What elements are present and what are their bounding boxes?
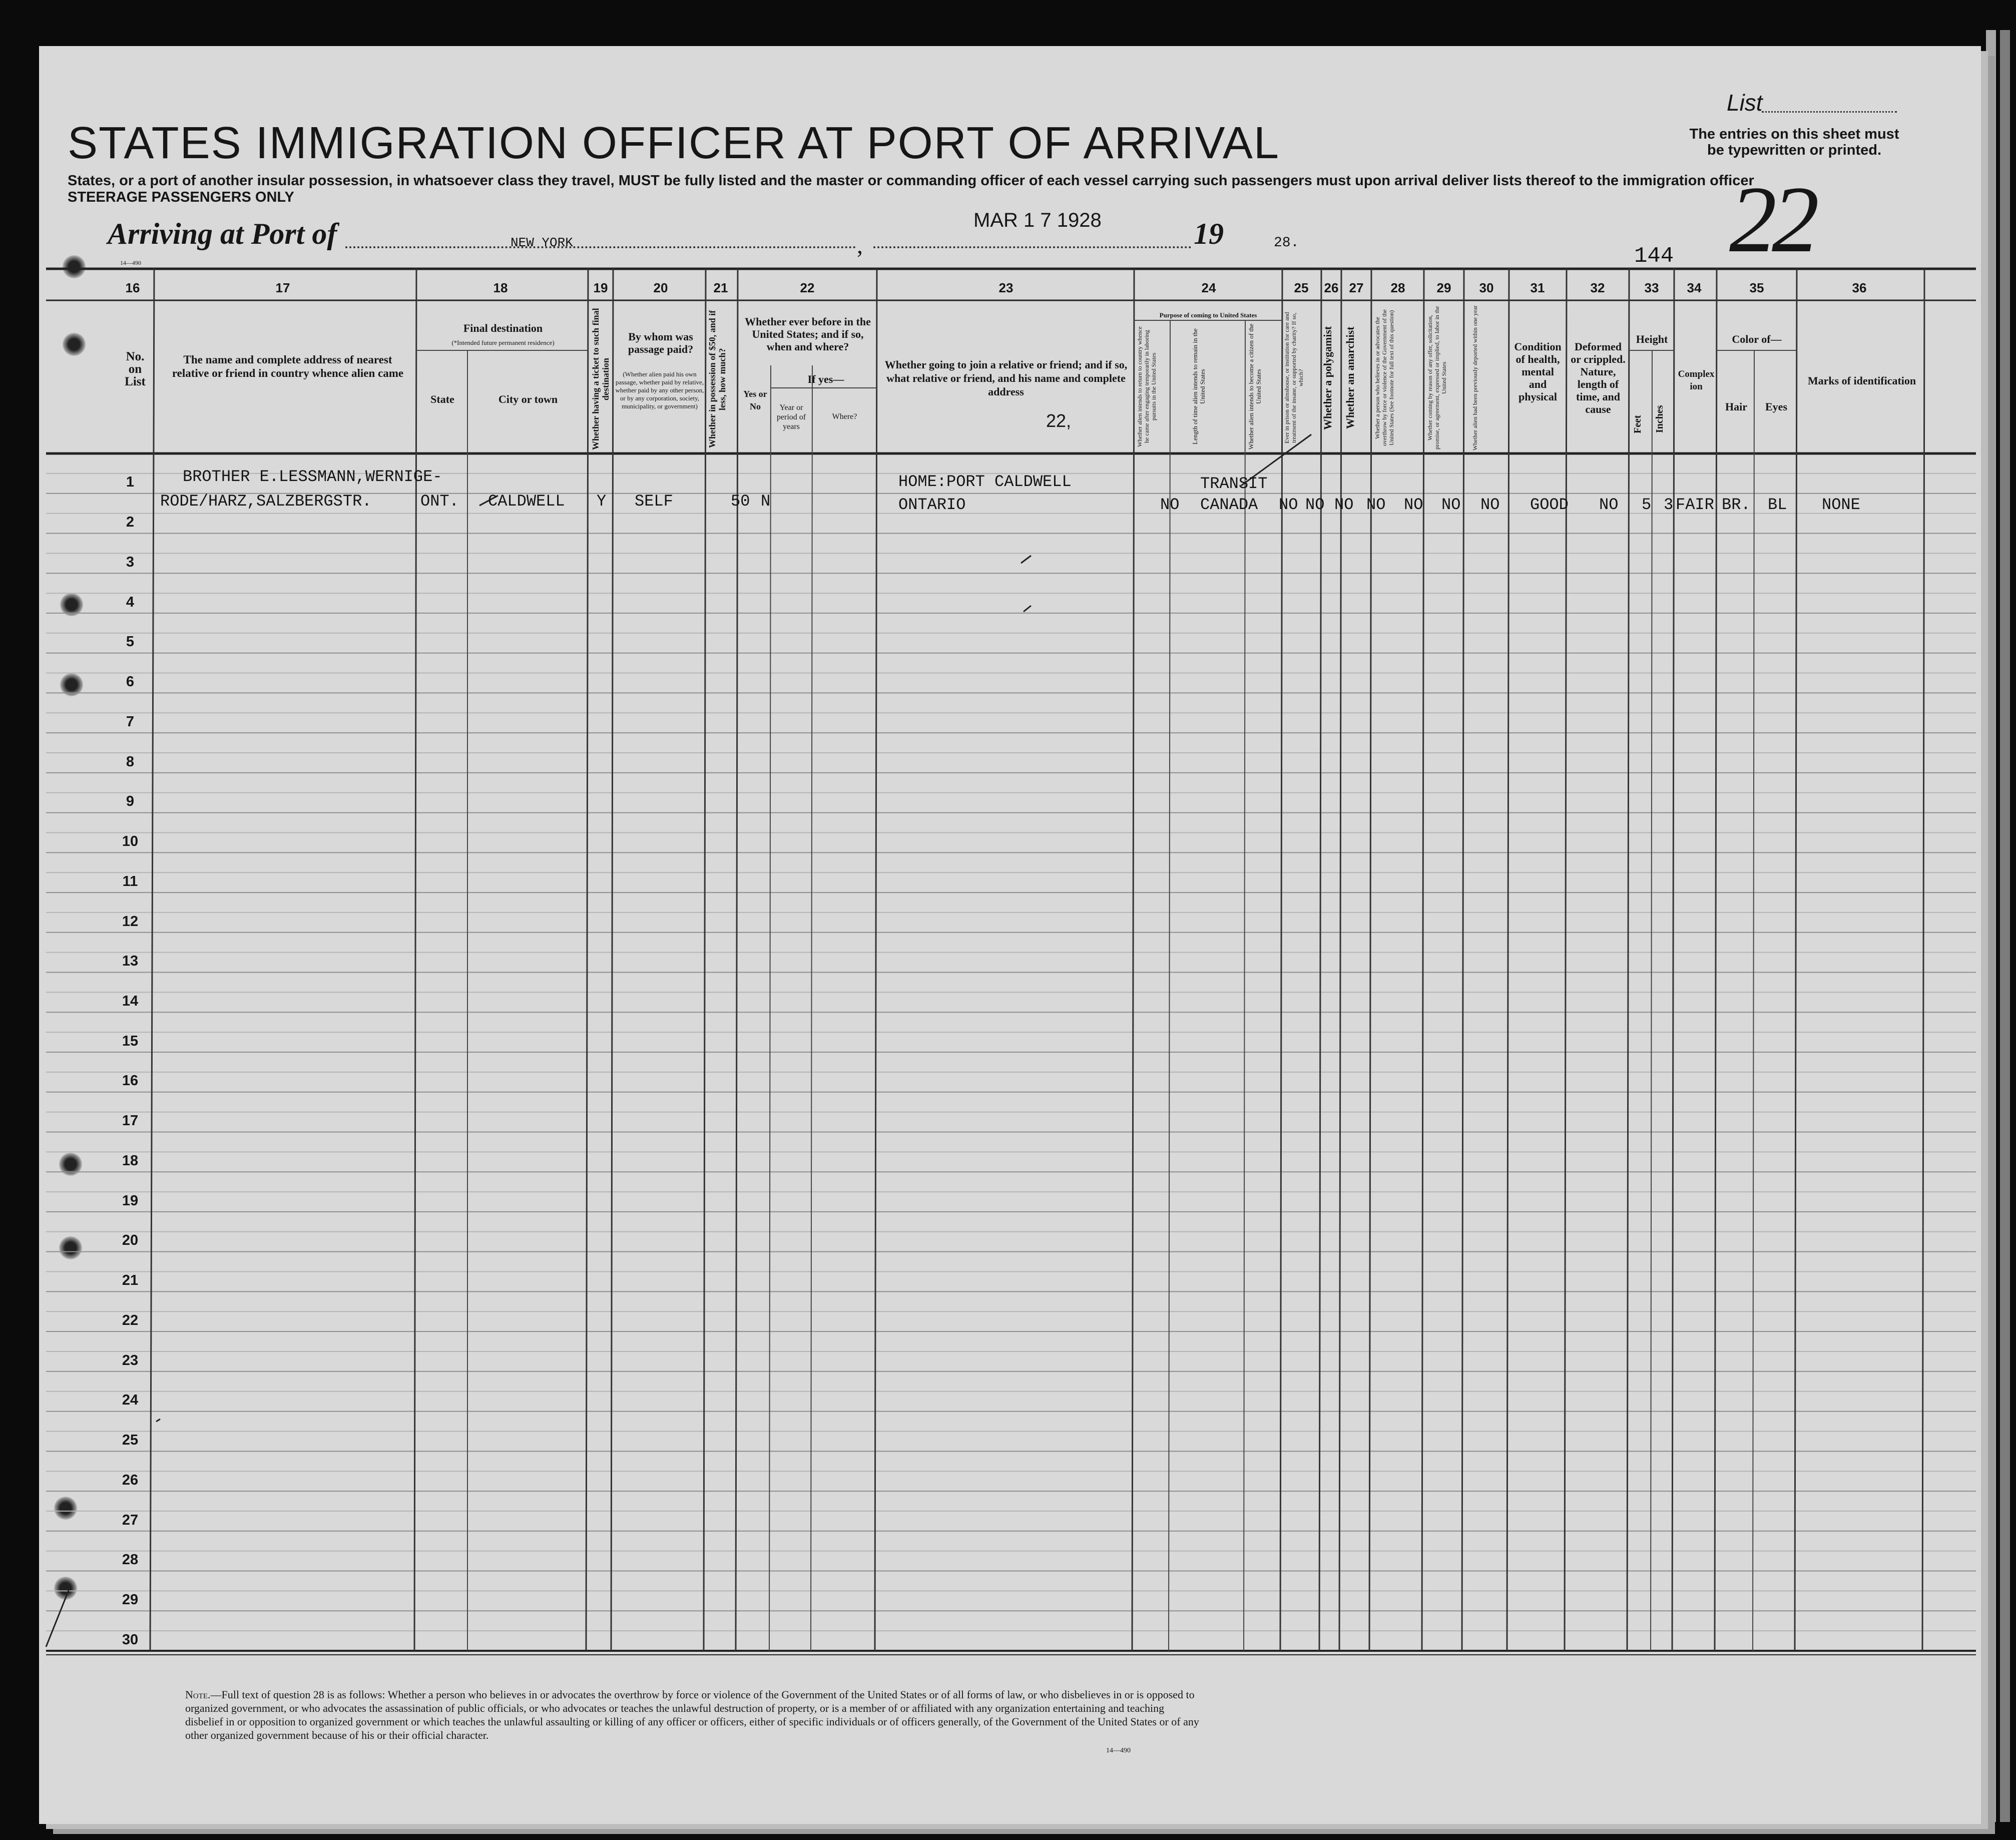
header-ever-before: Whether ever before in the United States; and if so, when and where?: [745, 315, 871, 353]
col-num-24: 24: [1201, 280, 1216, 295]
header-joining-pencil: 22,: [1046, 410, 1072, 431]
row-number: 7: [126, 713, 135, 730]
col-num-19: 19: [593, 280, 608, 295]
col-num-25: 25: [1294, 280, 1309, 295]
entry-anarchist: NO: [1366, 496, 1386, 514]
row-number: 8: [126, 753, 135, 770]
header-feet: Feet: [1632, 415, 1643, 433]
col-num-29: 29: [1436, 280, 1451, 295]
entry-state: ONT.: [420, 492, 459, 511]
footnote-text: —Full text of question 28 is as follows: Whether a person who believes in or advocates the overthrow by force or violence of the Government of the United States or of all forms of law, or who disbelieves in or is opposed to organized government, or who advocates the assassination of public officials, or who advocates or teaches the unlawful destruction of property, or is a member of or affiliated with any organization entertaining and teaching disbelief in or opposition to organized government or which teaches the unlawful assaulting or killing of any officer or officers, either of specific individuals or of officers generally, of the Government of the United States or of any other organized government because of his or their official character.: [185, 1688, 1199, 1741]
year-prefix: 19: [1194, 217, 1224, 250]
row-number: 27: [122, 1512, 139, 1528]
col-num-34: 34: [1687, 280, 1702, 295]
typewritten-note-line1: The entries on this sheet must: [1689, 126, 1899, 142]
col-num-18: 18: [493, 280, 508, 295]
col-num-17: 17: [275, 280, 290, 295]
header-state: State: [430, 393, 454, 405]
row-number: 30: [122, 1631, 139, 1648]
arriving-label: Arriving at Port of: [108, 217, 337, 250]
entry-relative-line1: BROTHER E.LESSMANN,WERNIGE-: [183, 468, 442, 486]
col-num-20: 20: [653, 280, 668, 295]
row-number: 23: [122, 1352, 139, 1368]
header-relative-address: The name and complete address of nearest relative or friend in country whence alien came: [172, 353, 404, 379]
header-ticket: Whether having a ticket to such final destination: [591, 308, 611, 450]
header-eyes: Eyes: [1765, 400, 1787, 413]
row-number: 17: [122, 1113, 139, 1129]
header-become-citizen: Whether alien intends to become a citizen of the United States: [1247, 323, 1262, 450]
entry-ticket: Y: [597, 492, 607, 511]
row-number: 20: [122, 1232, 139, 1249]
row-number: 6: [126, 674, 135, 690]
entry-prison: NO: [1305, 496, 1325, 514]
header-complexion: Complexion: [1678, 369, 1715, 392]
list-label: List: [1727, 90, 1763, 116]
col-num-27: 27: [1349, 280, 1364, 295]
entry-length-line2: CANADA: [1200, 496, 1258, 514]
form-number: 14—490: [1106, 1747, 1131, 1754]
row-number: 2: [126, 514, 135, 531]
entry-joining-line2: ONTARIO: [898, 496, 966, 514]
header-inches: Inches: [1654, 405, 1665, 433]
header-passage-paid: By whom was passage paid?: [628, 330, 694, 355]
entry-offer: NO: [1441, 496, 1461, 514]
header-where: Where?: [832, 412, 857, 421]
header-passage-paid-sub: (Whether alien paid his own passage, whether paid by relative, whether paid by any other person, or by any corporation, society, municipality, or government): [615, 370, 704, 410]
header-city: City or town: [498, 393, 558, 405]
entry-paid-by: SELF: [635, 492, 673, 511]
header-ifyes: If yes—: [807, 373, 844, 385]
row-number: 1: [126, 474, 135, 491]
header-no-on-list: No. on List: [125, 350, 146, 388]
header-final-destination: Final destination: [463, 322, 543, 334]
footnote: [185, 1688, 1201, 1742]
typewritten-note-line2: be typewritten or printed.: [1707, 142, 1882, 158]
row-number: 3: [126, 554, 135, 570]
entry-been-before: N: [761, 492, 771, 511]
col-num-23: 23: [998, 280, 1014, 295]
col-num-33: 33: [1644, 280, 1659, 295]
col-num-32: 32: [1590, 280, 1605, 295]
row-number: 19: [122, 1192, 139, 1209]
row-number: 11: [122, 873, 138, 889]
col-num-31: 31: [1530, 280, 1545, 295]
row-number: 9: [126, 793, 135, 810]
header-height: Height: [1636, 333, 1668, 345]
entry-deported: NO: [1480, 496, 1500, 514]
entry-feet: 5: [1642, 496, 1652, 514]
row-number: 15: [122, 1033, 139, 1049]
entry-polygamist: NO: [1334, 496, 1354, 514]
row-number: 5: [126, 634, 135, 650]
header-purpose: Purpose of coming to United States: [1159, 311, 1257, 319]
row-number: 25: [122, 1432, 139, 1449]
entry-joining-line1: HOME:PORT CALDWELL: [898, 473, 1072, 491]
header-polygamist: Whether a polygamist: [1321, 326, 1334, 430]
entry-overthrow: NO: [1404, 496, 1423, 514]
header-joining: Whether going to join a relative or friend; and if so, what relative or friend, and his name and complete address: [884, 358, 1128, 398]
header-deported: Whether alien had been previously deported within one year: [1471, 305, 1478, 450]
col-num-22: 22: [800, 280, 815, 295]
col-num-30: 30: [1479, 280, 1494, 295]
entry-city: CALDWELL: [488, 492, 565, 511]
col-num-28: 28: [1390, 280, 1405, 295]
row-number: 13: [122, 953, 139, 970]
col-num-35: 35: [1749, 280, 1764, 295]
header-anarchist: Whether an anarchist: [1344, 326, 1356, 429]
header-overthrow: Whether a person who believes in or advocates the overthrow by force or violence of the Government of the United States (See footnote for full text of this question): [1374, 309, 1395, 446]
form-title: STATES IMMIGRATION OFFICER AT PORT OF ARRIVAL: [68, 118, 1280, 168]
comma: ,: [857, 232, 863, 259]
entry-money: 50: [731, 492, 750, 511]
footnote-lead: Note.: [185, 1688, 211, 1701]
sheet-number: 144: [1634, 244, 1674, 269]
header-length-stay: Length of time alien intends to remain in the United States: [1191, 328, 1206, 445]
header-yes-no: Yes or No: [743, 389, 767, 411]
col-num-36: 36: [1852, 280, 1867, 295]
col-num-26: 26: [1324, 280, 1339, 295]
header-fifty-dollars: Whether in possession of $50, and if less, how much?: [707, 310, 727, 448]
row-number: 29: [122, 1591, 139, 1608]
entry-inches: 3: [1664, 496, 1674, 514]
year-suffix: 28.: [1274, 235, 1299, 251]
handwritten-list-number: 22: [1729, 167, 1814, 272]
col-num-21: 21: [713, 280, 728, 295]
entry-length-line1: TRANSIT: [1200, 475, 1268, 493]
header-prison: Ever in prison or almshouse, or institution for care and treatment of the insane, or supported by charity? If so, which?: [1283, 312, 1304, 444]
entry-hair: BR.: [1722, 496, 1751, 514]
row-number: 4: [126, 594, 135, 610]
entry-deformed: NO: [1599, 496, 1619, 514]
entry-health: GOOD: [1530, 496, 1569, 514]
row-number: 24: [122, 1392, 139, 1409]
header-hair: Hair: [1725, 400, 1747, 413]
entry-return-intent: NO: [1160, 496, 1180, 514]
row-number: 21: [122, 1272, 139, 1289]
header-deformed: Deformed or crippled. Nature, length of time, and cause: [1571, 340, 1626, 415]
header-marks: Marks of identification: [1807, 374, 1916, 387]
entry-citizen: NO: [1279, 496, 1298, 514]
header-color-of: Color of—: [1732, 333, 1782, 345]
steerage-label: STEERAGE PASSENGERS ONLY: [68, 189, 294, 205]
form-intro: States, or a port of another insular possession, in whatsoever class they travel, MUST be fully listed and the master or commanding officer of each vessel carrying such passengers must upon arrival deliver lists thereof to the immigration officer: [68, 173, 1754, 189]
port-value: NEW YORK: [511, 235, 573, 250]
entry-eyes: BL: [1768, 496, 1787, 514]
header-year-period: Year or period of years: [776, 403, 806, 431]
row-number: 18: [122, 1152, 139, 1169]
row-number: 26: [122, 1472, 139, 1488]
row-number: 22: [122, 1312, 139, 1328]
row-number: 10: [122, 833, 139, 850]
col-num-16: 16: [125, 280, 140, 295]
row-number: 16: [122, 1073, 139, 1089]
entry-relative-line2: RODE/HARZ,SALZBERGSTR.: [160, 492, 372, 511]
row-number: 12: [122, 913, 139, 930]
header-final-destination-sub: (*Intended future permanent residence): [451, 339, 555, 346]
header-offer-labor: Whether coming by reason of any offer, solicitation, promise, or agreement, expressed or implied, to labor in the United States: [1426, 306, 1447, 450]
row-number: 14: [122, 993, 139, 1009]
date-stamp: MAR 1 7 1928: [973, 209, 1102, 231]
header-return-intent: Whether alien intends to return to country whence he came after engaging temporarily in laboring pursuits in the United States: [1136, 326, 1157, 447]
row-number: 28: [122, 1552, 139, 1568]
entry-complexion: FAIR: [1676, 496, 1714, 514]
entry-marks: NONE: [1822, 496, 1860, 514]
header-health: Condition of health, mental and physical: [1514, 340, 1562, 403]
form-corner-code: 14—490: [120, 259, 141, 266]
